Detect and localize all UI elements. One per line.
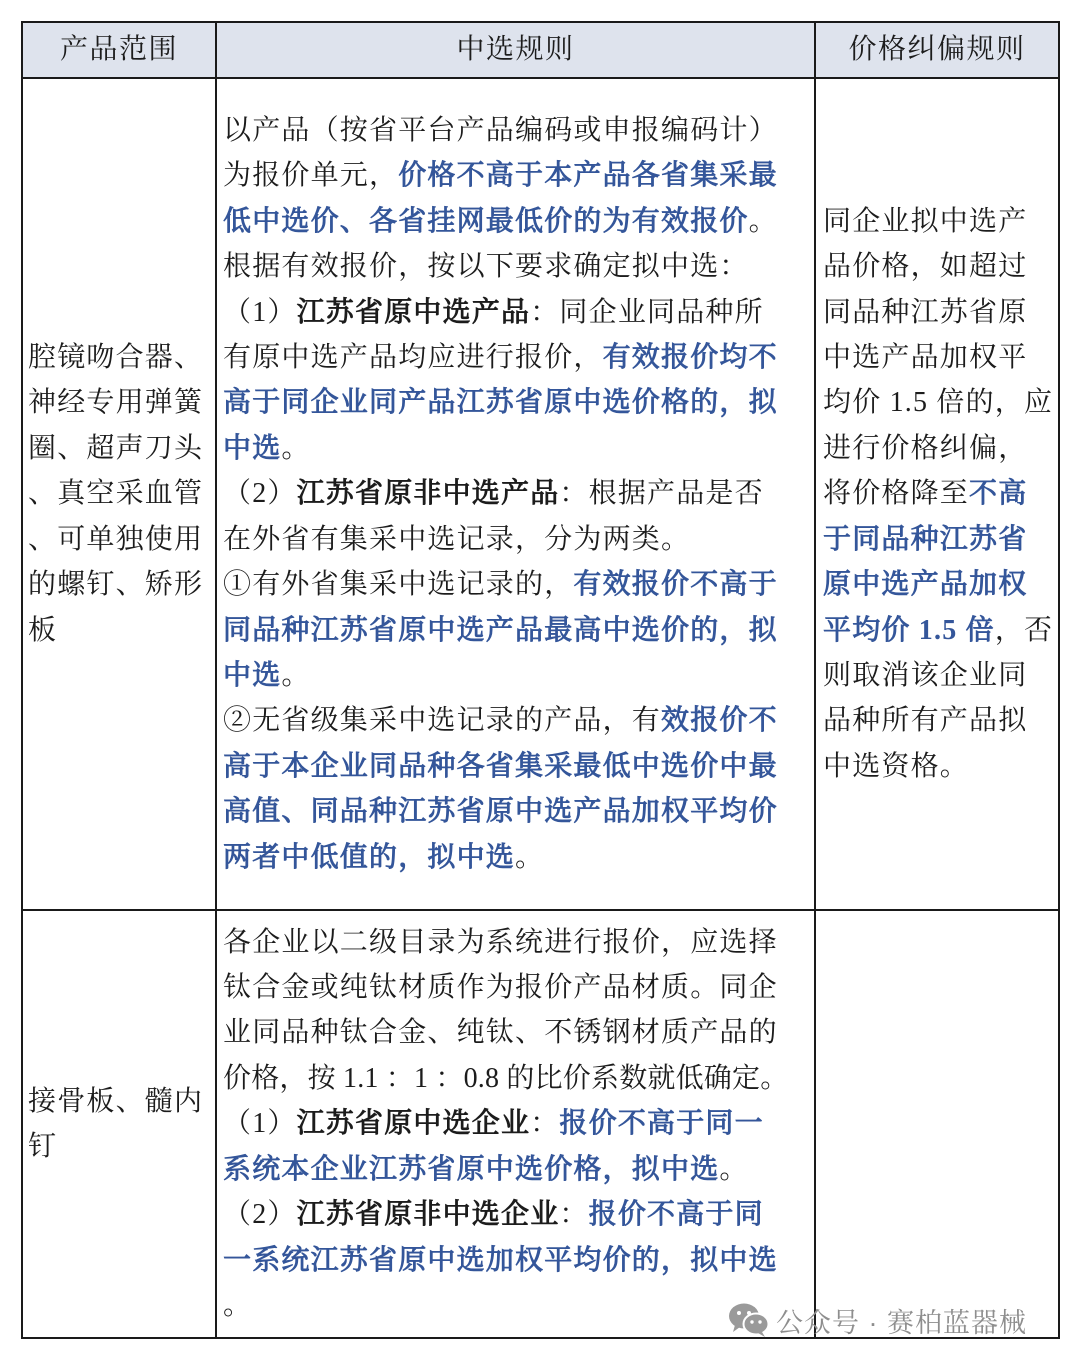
text-segment: 。 xyxy=(515,841,545,873)
text-line xyxy=(223,835,814,880)
text-segment: ②无省级集采中选记录的产品，有 xyxy=(223,705,662,737)
highlighted-text: 报价不高于同一 xyxy=(559,1108,764,1140)
cell-text xyxy=(823,199,1058,789)
text-line xyxy=(223,1283,814,1328)
text-line xyxy=(28,426,215,471)
text-segment: 、可单独使用 xyxy=(28,523,204,555)
highlighted-text: 低中选价、各省挂网最低价的为有效报价 xyxy=(223,205,749,237)
text-segment: 有原中选产品均应进行报价， xyxy=(223,342,603,374)
text-segment: ： xyxy=(530,1108,560,1140)
text-line xyxy=(823,471,1058,516)
text-line xyxy=(223,608,814,653)
text-segment: 。 xyxy=(281,432,311,464)
text-line xyxy=(223,965,814,1010)
cell-text xyxy=(28,335,215,653)
text-segment: 。 xyxy=(719,1153,749,1185)
text-line xyxy=(223,1147,814,1192)
text-line xyxy=(223,108,814,153)
header-product-scope: 产品范围 xyxy=(22,22,216,78)
text-segment: 品种所有产品拟 xyxy=(823,705,1028,737)
header-row xyxy=(22,22,1059,78)
watermark-text: 公众号 · 赛柏蓝器械 xyxy=(776,1307,1027,1338)
text-line xyxy=(223,653,814,698)
text-line xyxy=(223,426,814,471)
highlighted-text: 效报价不 xyxy=(661,705,778,737)
highlighted-text: 系统本企业江苏省原中选价格，拟中选 xyxy=(223,1153,720,1185)
cell-text xyxy=(223,920,814,1329)
header-selection-rules: 中选规则 xyxy=(216,22,815,78)
cell-text xyxy=(28,1079,215,1170)
highlighted-text: 高于本企业同品种各省集采最低中选价中最 xyxy=(223,750,778,782)
text-segment: （1） xyxy=(223,296,297,328)
text-segment: 同品种江苏省原 xyxy=(823,296,1028,328)
text-line xyxy=(223,1101,814,1146)
text-line xyxy=(223,1192,814,1237)
highlighted-text: 高于同企业同产品江苏省原中选价格的，拟 xyxy=(223,387,778,419)
text-line xyxy=(28,471,215,516)
highlighted-text: 同品种江苏省原中选产品最高中选价的，拟 xyxy=(223,614,778,646)
text-line xyxy=(28,608,215,653)
table-row xyxy=(22,78,1059,910)
text-line xyxy=(223,698,814,743)
text-segment: 价格，按 1.1 ：1 ：0.8 的比价系数就低确定。 xyxy=(223,1062,789,1094)
highlighted-text: 中选 xyxy=(223,659,282,691)
highlighted-text: 平均价 1.5 倍 xyxy=(823,614,995,646)
text-segment: 。 xyxy=(223,1289,253,1321)
bold-text: 江苏省原中选产品 xyxy=(296,296,531,328)
text-line xyxy=(223,517,814,562)
text-segment: ①有外省集采中选记录的， xyxy=(223,569,574,601)
bold-text: 江苏省原中选企业 xyxy=(296,1108,531,1140)
text-segment: 以产品（按省平台产品编码或申报编码计） xyxy=(223,115,778,147)
text-line xyxy=(28,562,215,607)
text-segment: 进行价格纠偏， xyxy=(823,432,1028,464)
text-segment: ： xyxy=(559,1199,589,1231)
text-segment: 圈、超声刀头 xyxy=(28,432,204,464)
price-correction-cell xyxy=(815,78,1059,910)
bold-text: 江苏省原非中选企业 xyxy=(296,1199,560,1231)
text-line xyxy=(223,1238,814,1283)
product-scope-cell xyxy=(22,78,216,910)
bold-text: 江苏省原非中选产品 xyxy=(296,478,560,510)
text-line xyxy=(223,290,814,335)
text-segment: 腔镜吻合器、 xyxy=(28,342,204,374)
text-segment: 均价 1.5 倍的，应 xyxy=(823,387,1054,419)
highlighted-text: 原中选产品加权 xyxy=(823,569,1028,601)
highlighted-text: 不高 xyxy=(969,478,1028,510)
text-line xyxy=(28,1124,215,1169)
rules-table xyxy=(21,21,1060,1339)
text-line xyxy=(823,290,1058,335)
text-line xyxy=(823,562,1058,607)
text-line xyxy=(223,199,814,244)
text-segment: 则取消该企业同 xyxy=(823,659,1028,691)
text-segment: 在外省有集采中选记录，分为两类。 xyxy=(223,523,691,555)
text-line xyxy=(823,426,1058,471)
text-line xyxy=(28,335,215,380)
text-segment: （2） xyxy=(223,1199,297,1231)
text-line xyxy=(823,380,1058,425)
text-segment: 业同品种钛合金、纯钛、不锈钢材质产品的 xyxy=(223,1017,778,1049)
text-segment: 。 xyxy=(281,659,311,691)
text-line xyxy=(223,1010,814,1055)
text-segment: 中选产品加权平 xyxy=(823,342,1028,374)
text-line xyxy=(28,517,215,562)
text-line xyxy=(223,920,814,965)
text-segment: 同企业拟中选产 xyxy=(823,205,1028,237)
text-line xyxy=(28,380,215,425)
highlighted-text: 报价不高于同 xyxy=(588,1199,764,1231)
highlighted-text: 一系统江苏省原中选加权平均价的，拟中选 xyxy=(223,1244,778,1276)
text-line xyxy=(823,199,1058,244)
text-line xyxy=(223,471,814,516)
text-segment: （2） xyxy=(223,478,297,510)
text-line xyxy=(223,244,814,289)
text-segment: 、真空采血管 xyxy=(28,478,204,510)
text-segment: 将价格降至 xyxy=(823,478,970,510)
text-line xyxy=(223,153,814,198)
text-line xyxy=(823,517,1058,562)
text-line xyxy=(823,244,1058,289)
text-segment: 中选资格。 xyxy=(823,750,970,782)
price-correction-cell xyxy=(815,910,1059,1338)
text-line xyxy=(223,380,814,425)
selection-rules-cell xyxy=(216,910,815,1338)
text-segment: 为报价单元， xyxy=(223,160,399,192)
highlighted-text: 有效报价均不 xyxy=(602,342,778,374)
product-scope-cell xyxy=(22,910,216,1338)
text-line xyxy=(823,335,1058,380)
highlighted-text: 价格不高于本产品各省集采最 xyxy=(398,160,778,192)
text-line xyxy=(223,335,814,380)
text-segment: 根据有效报价，按以下要求确定拟中选： xyxy=(223,251,749,283)
table-row xyxy=(22,910,1059,1338)
text-line xyxy=(223,1056,814,1101)
header-price-correction-rules: 价格纠偏规则 xyxy=(815,22,1059,78)
selection-rules-cell xyxy=(216,78,815,910)
text-segment: 神经专用弹簧 xyxy=(28,387,204,419)
text-line xyxy=(823,608,1058,653)
text-segment: 板 xyxy=(28,614,58,646)
text-line xyxy=(823,744,1058,789)
text-segment: （1） xyxy=(223,1108,297,1140)
text-segment: ：根据产品是否 xyxy=(559,478,764,510)
text-segment: 钛合金或纯钛材质作为报价产品材质。同企 xyxy=(223,972,778,1004)
highlighted-text: 有效报价不高于 xyxy=(573,569,778,601)
text-line xyxy=(223,789,814,834)
text-segment: ，否 xyxy=(994,614,1054,646)
text-segment: 。 xyxy=(748,205,778,237)
text-segment: ：同企业同品种所 xyxy=(530,296,764,328)
text-line xyxy=(823,698,1058,743)
highlighted-text: 中选 xyxy=(223,432,282,464)
cell-text xyxy=(223,108,814,880)
highlighted-text: 于同品种江苏省 xyxy=(823,523,1028,555)
text-segment: 钉 xyxy=(28,1131,58,1162)
text-segment: 品价格，如超过 xyxy=(823,251,1028,283)
highlighted-text: 两者中低值的，拟中选 xyxy=(223,841,516,873)
text-line xyxy=(28,1079,215,1124)
wechat-icon xyxy=(728,1302,770,1338)
watermark xyxy=(728,1300,1027,1340)
text-segment: 的螺钉、矫形 xyxy=(28,569,204,601)
text-segment: 接骨板、髓内 xyxy=(28,1085,204,1117)
text-segment: 各企业以二级目录为系统进行报价，应选择 xyxy=(223,926,778,958)
text-line xyxy=(223,744,814,789)
highlighted-text: 高值、同品种江苏省原中选产品加权平均价 xyxy=(223,796,778,828)
text-line xyxy=(823,653,1058,698)
text-line xyxy=(223,562,814,607)
